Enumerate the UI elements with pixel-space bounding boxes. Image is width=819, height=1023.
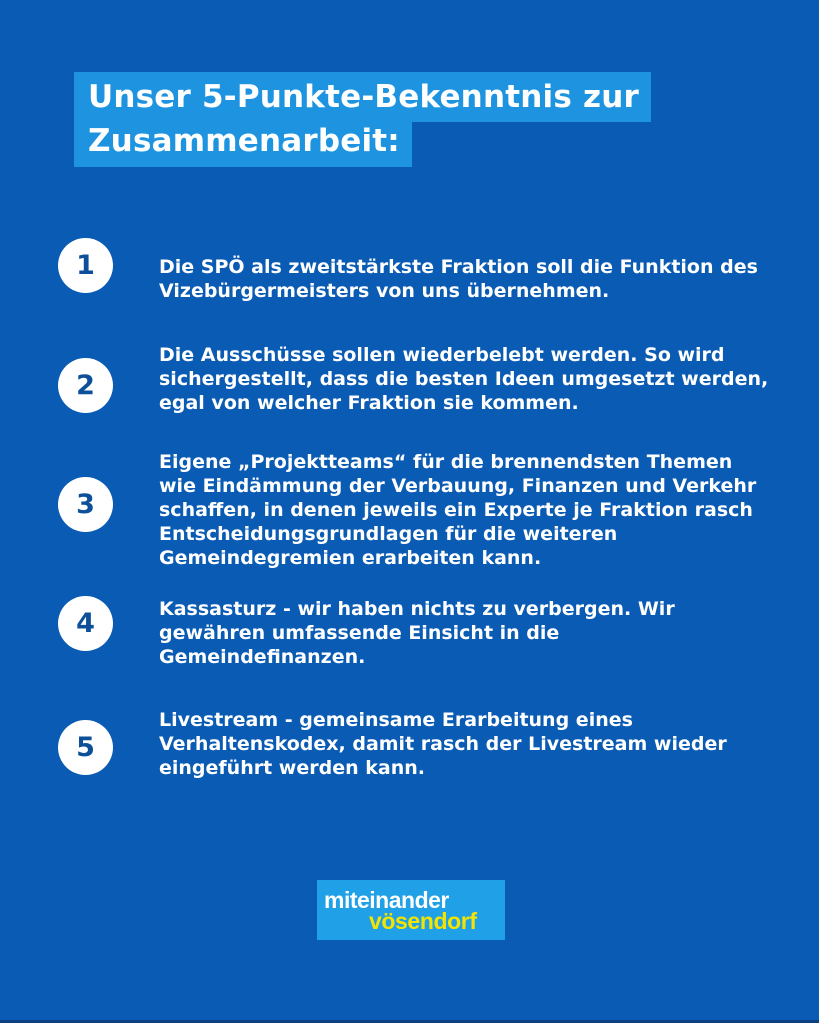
number-badge: 4 (58, 596, 113, 651)
point-text: Die Ausschüsse sollen wiederbelebt werden. So wird sichergestellt, dass die besten Ideen umgesetzt werden, egal von welcher Fraktion sie kommen. (159, 344, 769, 414)
logo-line-2: vösendorf (369, 908, 477, 934)
logo (317, 880, 505, 940)
point-text: Kassasturz - wir haben nichts zu verbergen. Wir gewähren umfassende Einsicht in die Gemeindefinanzen. (159, 598, 675, 668)
point-text: Eigene „Projektteams“ für die brennendsten Themen wie Eindämmung der Verbauung, Finanzen und Verkehr schaffen, in denen jeweils ein Experte je Fraktion rasch Entscheidungsgrundlagen für die weiteren Gemeindegremien erarbeiten kann. (159, 451, 757, 569)
number-badge: 5 (58, 720, 113, 775)
title-line-1: Unser 5-Punkte-Bekenntnis zur (74, 72, 651, 122)
point-text: Livestream - gemeinsame Erarbeitung eines Verhaltenskodex, damit rasch der Livestream wieder eingeführt werden kann. (159, 709, 727, 779)
title-line-2: Zusammenarbeit: (74, 121, 412, 167)
logo-line-1: miteinander (324, 887, 449, 913)
number-badge: 1 (58, 238, 113, 293)
point-text: Die SPÖ als zweitstärkste Fraktion soll die Funktion des Vizebürgermeisters von uns übernehmen. (159, 256, 758, 302)
number-badge: 3 (58, 477, 113, 532)
number-badge: 2 (58, 358, 113, 413)
